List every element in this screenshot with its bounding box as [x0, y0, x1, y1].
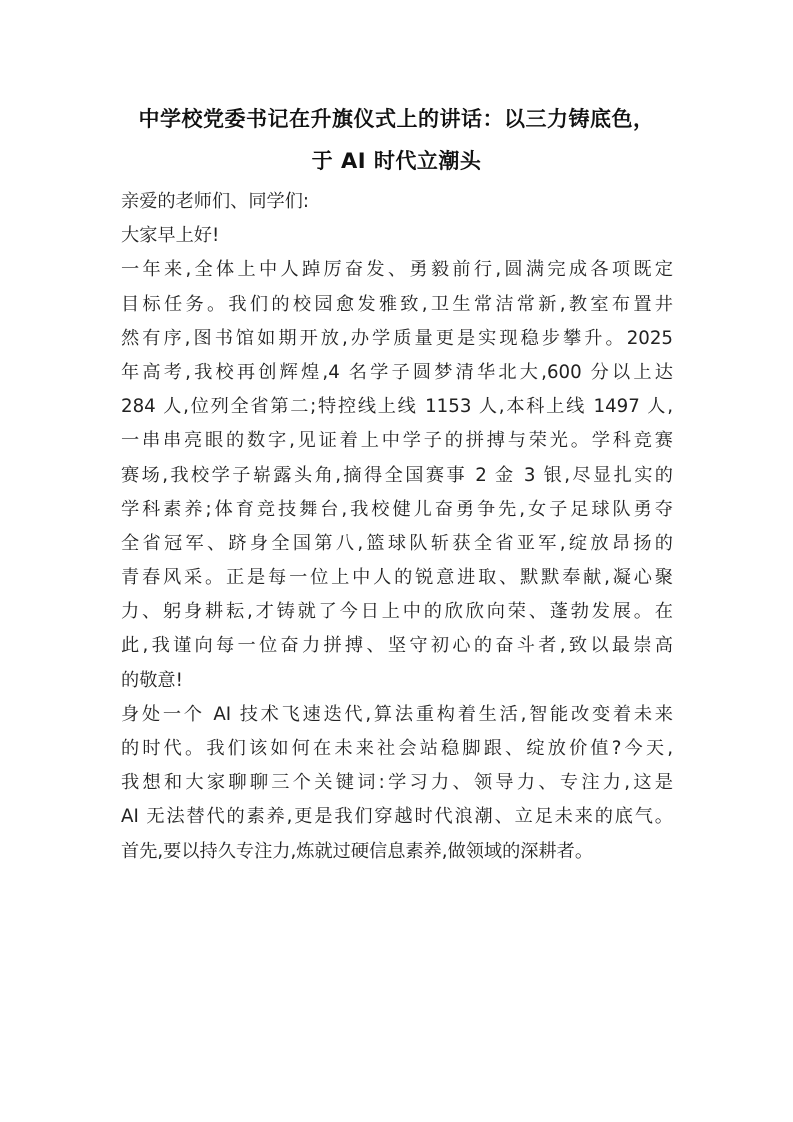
paragraph-line: 此,我谨向每一位奋力拼搏、坚守初心的奋斗者,致以最崇高 — [121, 635, 673, 657]
paragraph-line: 我想和大家聊聊三个关键词:学习力、领导力、专注力,这是 — [121, 772, 673, 794]
paragraph-line: 学科素养;体育竞技舞台,我校健儿奋勇争先,女子足球队勇夺 — [121, 498, 673, 520]
title-line-2: 于 AI 时代立潮头 — [311, 149, 482, 173]
paragraph-line: 的敬意! — [121, 669, 183, 691]
document-title — [100, 98, 693, 182]
greeting: 大家早上好! — [121, 225, 220, 247]
paragraph-line: 身处一个 AI 技术飞速迭代,算法重构着生活,智能改变着未来 — [121, 703, 673, 725]
paragraph-line: AI 无法替代的素养,更是我们穿越时代浪潮、立足未来的底气。 — [121, 806, 673, 828]
paragraph-line: 284 人,位列全省第二;特控线上线 1153 人,本科上线 1497 人, — [121, 396, 673, 418]
paragraph-line: 力、躬身耕耘,才铸就了今日上中的欣欣向荣、蓬勃发展。在 — [121, 601, 673, 623]
paragraph-line: 然有序,图书馆如期开放,办学质量更是实现稳步攀升。2025 — [121, 327, 673, 349]
paragraph-line: 目标任务。我们的校园愈发雅致,卫生常洁常新,教室布置井 — [121, 293, 673, 315]
paragraph-line: 青春风采。正是每一位上中人的锐意进取、默默奉献,凝心聚 — [121, 567, 673, 589]
paragraph-line: 全省冠军、跻身全国第八,篮球队斩获全省亚军,绽放昂扬的 — [121, 532, 673, 554]
paragraph-line: 年高考,我校再创辉煌,4 名学子圆梦清华北大,600 分以上达 — [121, 361, 673, 383]
paragraph-line: 赛场,我校学子崭露头角,摘得全国赛事 2 金 3 银,尽显扎实的 — [121, 464, 673, 486]
document-body — [121, 185, 673, 869]
title-line-1: 中学校党委书记在升旗仪式上的讲话：以三力铸底色， — [138, 107, 655, 131]
paragraph-line: 一年来,全体上中人踔厉奋发、勇毅前行,圆满完成各项既定 — [121, 259, 673, 281]
salutation: 亲爱的老师们、同学们: — [121, 191, 310, 212]
paragraph-line: 一串串亮眼的数字,见证着上中学子的拼搏与荣光。学科竞赛 — [121, 430, 673, 452]
paragraph-line: 首先,要以持久专注力,炼就过硬信息素养,做领域的深耕者。 — [121, 840, 594, 862]
paragraph-line: 的时代。我们该如何在未来社会站稳脚跟、绽放价值?今天, — [121, 738, 673, 759]
